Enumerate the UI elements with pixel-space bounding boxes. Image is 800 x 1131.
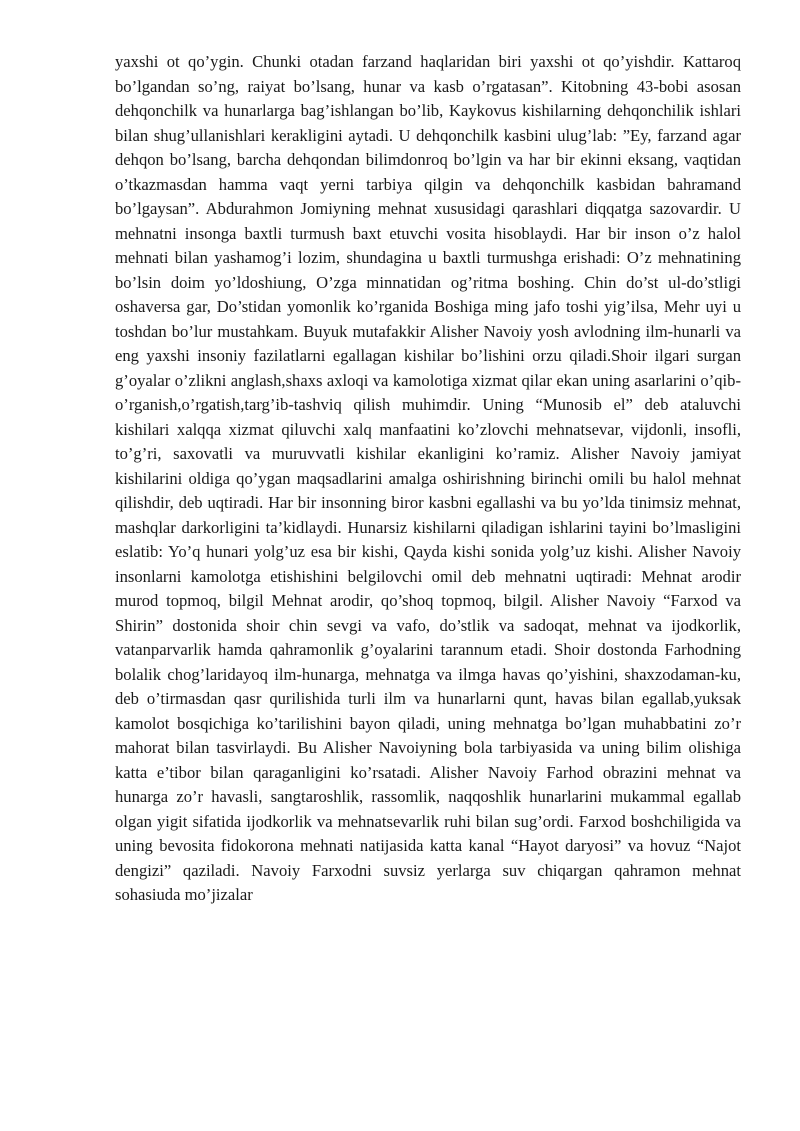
body-paragraph: yaxshi ot qo’ygin. Chunki otadan farzand haqlaridan biri yaxshi ot qo’yishdir. Kattaroq bo’lgandan so’ng, raiyat bo’lsang, hunar va kasb o’rgatasan”. Kitobning 43-bobi asosan dehqonchilk va hunarlarga bag’ishlangan bo’lib, Kaykovus kishilarning dehqonchilik ishlari bilan shug’ullanishlari kerakligini aytadi. U dehqonchilk kasbini ulug’lab: ”Ey, farzand agar dehqon bo’lsang, barcha dehqondan bilimdonroq bo’lgin va har bir ekinni eksang, vaqtidan o’tkazmasdan hamma vaqt yerni tarbiya qilgin va dehqonchilk kasbidan bahramand bo’lgaysan”. Abdurahmon Jomiyning mehnat xususidagi qarashlari diqqatga sazovardir. U mehnatni insonga baxtli turmush baxt etuvchi vosita hisoblaydi. Har bir inson o’z halol mehnati bilan yashamog’i lozim, shundagina u baxtli turmushga erishadi: O’z mehnatining bo’lsin doim yo’ldoshiung, O’zga minnatidan og’ritma boshing. Chin do’st ul-do’stligi oshaversa gar, Do’stidan yomonlik ko’rganida Boshiga ming jafo toshi yig’ilsa, Mehr uyi u toshdan bo’lur mustahkam. Buyuk mutafakkir Alisher Navoiy yosh avlodning ilm-hunarli va eng yaxshi insoniy fazilatlarni egallagan kishilar bo’lishini orzu qiladi.Shoir ilgari surgan g’oyalar o’zlikni anglash,shaxs axloqi va kamolotiga xizmat qilar ekan uning asarlarini o’qib-o’rganish,o’rgatish,targ’ib-tashviq qilish muhimdir. Uning “Munosib el” deb ataluvchi kishilari xalqqa xizmat qiluvchi xalq manfaatini ko’zlovchi mehnatsevar, vijdonli, insofli, to’g’ri, saxovatli va muruvvatli kishilar ekanligini ko’ramiz. Alisher Navoiy jamiyat kishilarini oldiga qo’ygan maqsadlarini amalga oshirishning birinchi omili bu halol mehnat qilishdir, deb uqtiradi. Har bir insonning biror kasbni egallashi va bu yo’lda tinimsiz mehnat, mashqlar darkorligini ta’kidlaydi. Hunarsiz kishilarni qiladigan ishlarini tayini bo’lmasligini eslatib: Yo’q hunari yolg’uz esa bir kishi, Qayda kishi sonida yolg’uz kishi. Alisher Navoiy insonlarni kamolotga etishishini belgilovchi omil deb mehnatni uqtiradi: Mehnat arodir murod topmoq, bilgil Mehnat arodir, qo’shoq topmoq, bilgil. Alisher Navoiy “Farxod va Shirin” dostonida shoir chin sevgi va vafo, do’stlik va sadoqat, mehnat va ijodkorlik, vatanparvarlik hamda qahramonlik g’oyalarini tarannum etadi. Shoir dostonda Farhodning bolalik chog’laridayoq ilm-hunarga, mehnatga va ilmga havas qo’yishini, shaxzodaman-ku, deb o’tirmasdan qasr qurilishida turli ilm va hunarlarni qunt, havas bilan egallab,yuksak kamolot bosqichiga ko’tarilishini bayon qiladi, uning mehnatga bo’lgan muhabbatini zo’r mahorat bilan tasvirlaydi. Bu Alisher Navoiyning bola tarbiyasida va uning bilim olishiga katta e’tibor bilan qaraganligini ko’rsatadi. Alisher Navoiy Farhod obrazini mehnat va hunarga zo’r havasli, sangtaroshlik, rassomlik, naqqoshlik hunarlarini mukammal egallab olgan yigit sifatida ijodkorlik va mehnatsevarlik ruhi bilan sug’ordi. Farxod boshchiligida va uning bevosita fidokorona mehnati natijasida katta kanal “Hayot daryosi” va hovuz “Najot dengizi” qaziladi. Navoiy Farxodni suvsiz yerlarga suv chiqargan qahramon mehnat sohasiuda mo’jizalar (115, 52, 741, 904)
document-page (115, 50, 741, 908)
